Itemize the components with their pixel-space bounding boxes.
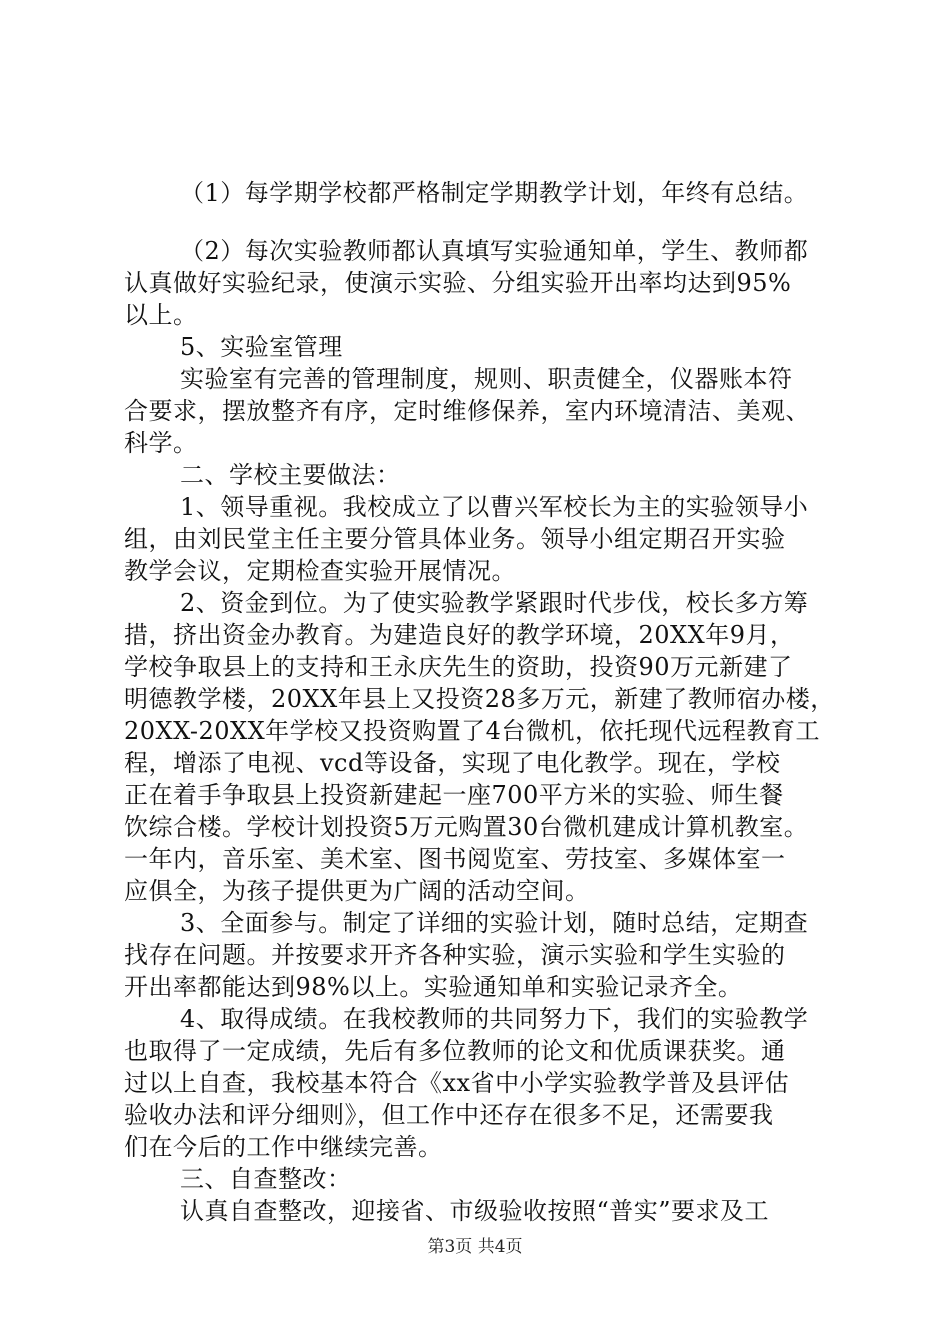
text-line-13: 2、资金到位。为了使实验教学紧跟时代步伐，校长多方筹 bbox=[180, 589, 809, 617]
text-line-32: 认真自查整改，迎接省、市级验收按照“普实”要求及工 bbox=[180, 1197, 770, 1225]
text-line-2: （2）每次实验教师都认真填写实验通知单，学生、教师都 bbox=[180, 237, 809, 265]
text-line-26: 4、取得成绩。在我校教师的共同努力下，我们的实验教学 bbox=[180, 1005, 809, 1033]
text-line-22: 应俱全，为孩子提供更为广阔的活动空间。 bbox=[124, 877, 590, 905]
text-line-18: 程，增添了电视、vcd等设备，实现了电化教学。现在，学校 bbox=[124, 749, 781, 777]
text-line-12: 教学会议，定期检查实验开展情况。 bbox=[124, 557, 516, 585]
text-line-29: 验收办法和评分细则》，但工作中还存在很多不足，还需要我 bbox=[124, 1101, 774, 1129]
text-line-28: 过以上自查，我校基本符合《xx省中小学实验教学普及县评估 bbox=[124, 1069, 790, 1097]
section-heading-self-inspection: 三、自查整改： bbox=[180, 1165, 352, 1193]
text-line-27: 也取得了一定成绩，先后有多位教师的论文和优质课获奖。通 bbox=[124, 1037, 786, 1065]
text-line-25: 开出率都能达到98%以上。实验通知单和实验记录齐全。 bbox=[124, 973, 743, 1001]
text-line-23: 3、全面参与。制定了详细的实验计划，随时总结，定期查 bbox=[180, 909, 809, 937]
text-line-15: 学校争取县上的支持和王永庆先生的资助，投资90万元新建了 bbox=[124, 653, 793, 681]
text-line-21: 一年内，音乐室、美术室、图书阅览室、劳技室、多媒体室一 bbox=[124, 845, 786, 873]
text-line-3: 认真做好实验纪录，使演示实验、分组实验开出率均达到95% bbox=[124, 269, 792, 297]
text-line-6: 实验室有完善的管理制度，规则、职责健全，仪器账本符 bbox=[180, 365, 793, 393]
text-line-7: 合要求，摆放整齐有序，定时维修保养，室内环境清洁、美观、 bbox=[124, 397, 810, 425]
text-line-4: 以上。 bbox=[124, 301, 198, 329]
text-line-10: 1、领导重视。我校成立了以曹兴军校长为主的实验领导小 bbox=[180, 493, 809, 521]
text-line-30: 们在今后的工作中继续完善。 bbox=[124, 1133, 443, 1161]
text-line-24: 找存在问题。并按要求开齐各种实验，演示实验和学生实验的 bbox=[124, 941, 786, 969]
text-line-14: 措，挤出资金办教育。为建造良好的教学环境，20XX年9月， bbox=[124, 621, 795, 649]
section-heading-lab-management: 5、实验室管理 bbox=[180, 333, 343, 361]
text-line-1: （1）每学期学校都严格制定学期教学计划，年终有总结。 bbox=[180, 179, 809, 207]
section-heading-school-practices: 二、学校主要做法： bbox=[180, 461, 401, 489]
text-line-11: 组，由刘民堂主任主要分管具体业务。领导小组定期召开实验 bbox=[124, 525, 786, 553]
text-line-20: 饮综合楼。学校计划投资5万元购置30台微机建成计算机教室。 bbox=[124, 813, 809, 841]
text-line-19: 正在着手争取县上投资新建起一座700平方米的实验、师生餐 bbox=[124, 781, 784, 809]
text-line-17: 20XX-20XX年学校又投资购置了4台微机，依托现代远程教育工 bbox=[124, 717, 820, 745]
text-line-8: 科学。 bbox=[124, 429, 198, 457]
text-line-16: 明德教学楼，20XX年县上又投资28多万元，新建了教师宿办楼， bbox=[124, 685, 835, 713]
page-number-footer: 第3页 共4页 bbox=[427, 1237, 523, 1257]
